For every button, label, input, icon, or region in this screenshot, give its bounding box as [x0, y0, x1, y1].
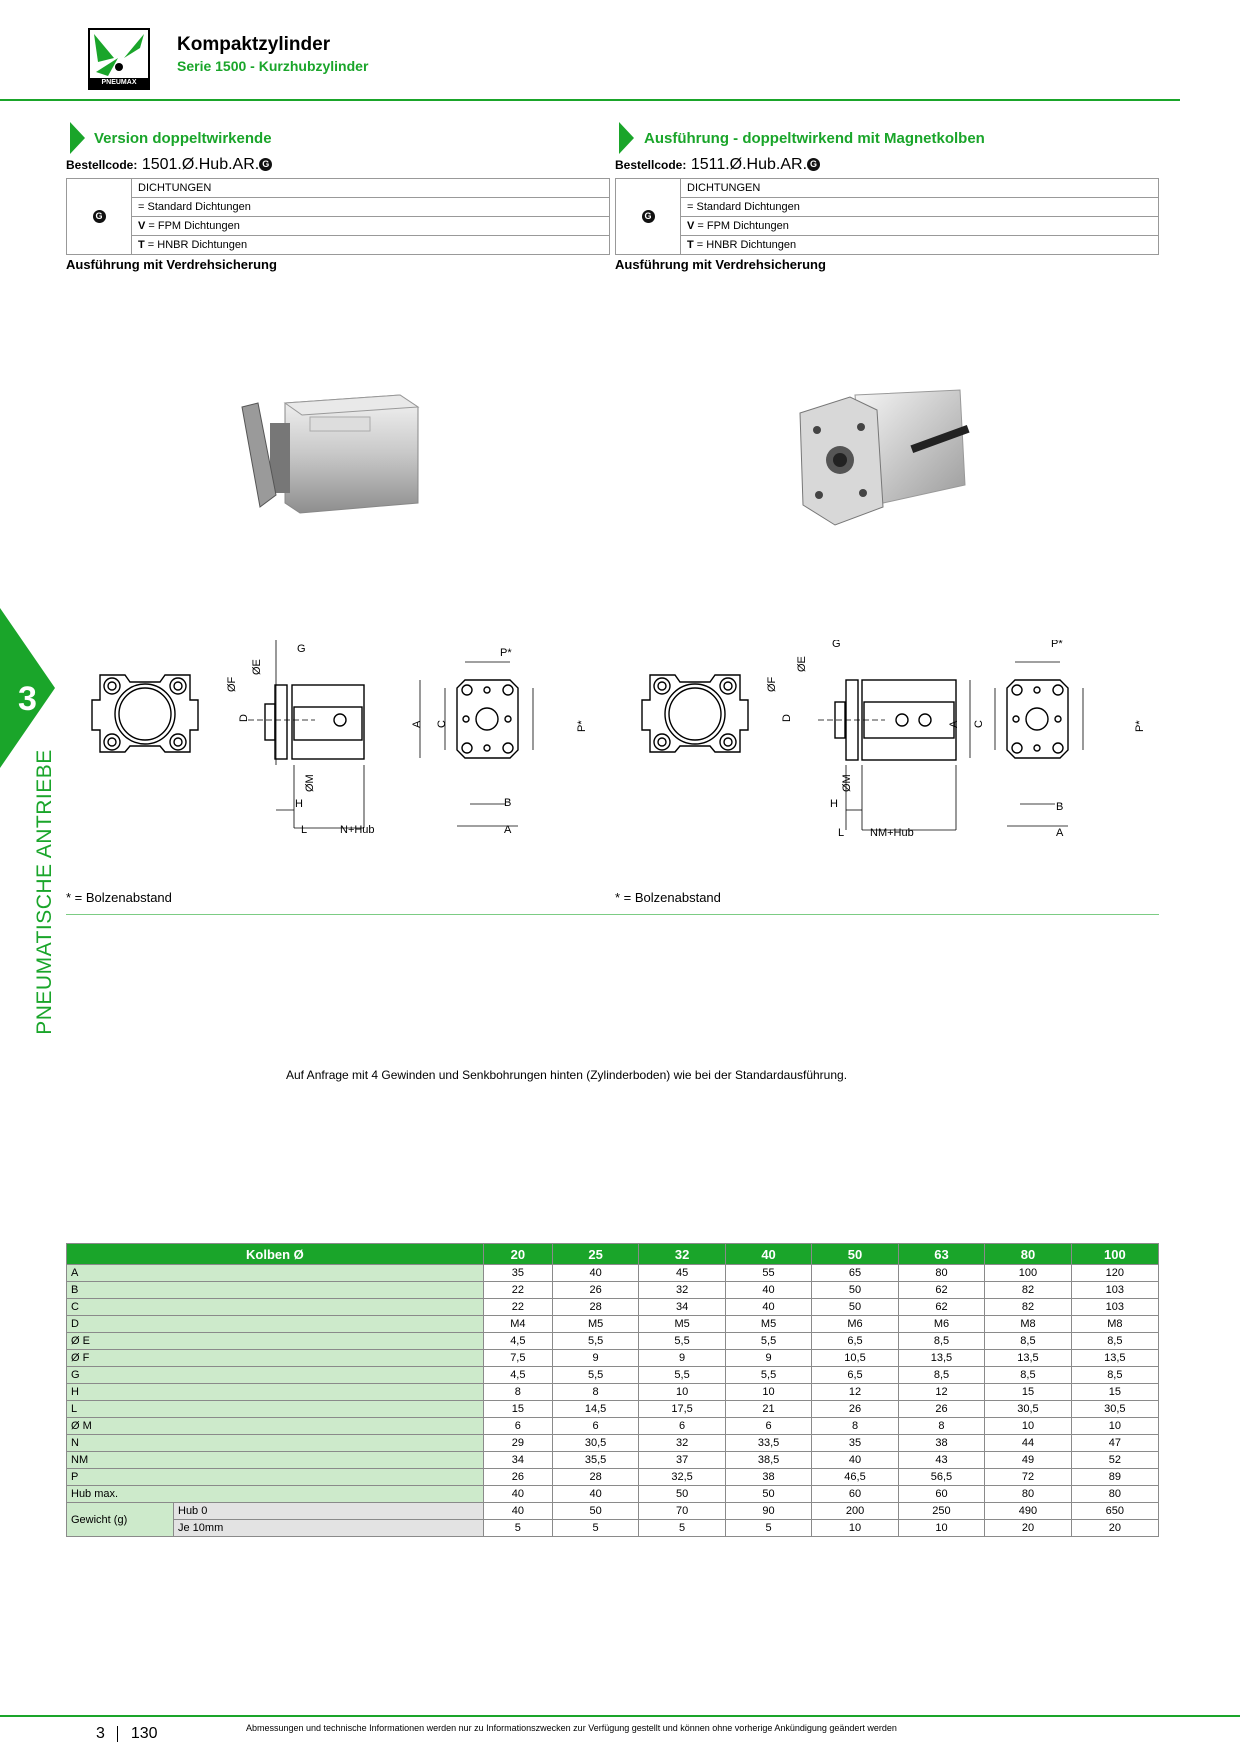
note-left: Ausführung mit Verdrehsicherung	[66, 257, 277, 272]
table-cell: 47	[1071, 1435, 1158, 1452]
table-cell: 80	[1071, 1486, 1158, 1503]
row-label: D	[67, 1316, 484, 1333]
table-cell: 45	[639, 1265, 725, 1282]
table-cell: 40	[725, 1299, 811, 1316]
table-cell: 40	[725, 1282, 811, 1299]
note-right: Ausführung mit Verdrehsicherung	[615, 257, 826, 272]
table-cell: 44	[985, 1435, 1071, 1452]
dim-label-of: ØF	[226, 676, 238, 692]
product-photo-right	[795, 385, 975, 535]
table-cell: 8,5	[898, 1367, 984, 1384]
header-divider	[0, 99, 1180, 101]
table-cell: 26	[552, 1282, 638, 1299]
dim-label-l: L	[301, 824, 308, 836]
table-cell: 8	[552, 1384, 638, 1401]
table-cell: 26	[812, 1401, 898, 1418]
table-cell: 50	[725, 1486, 811, 1503]
table-cell: 40	[812, 1452, 898, 1469]
table-cell: 56,5	[898, 1469, 984, 1486]
dim-label-om: ØM	[304, 774, 316, 792]
table-cell: 10	[898, 1520, 984, 1537]
table-cell: 33,5	[725, 1435, 811, 1452]
page-chapter: 3	[96, 1725, 105, 1742]
row-label: Ø E	[67, 1333, 484, 1350]
table-row	[67, 1418, 1159, 1435]
table-cell: M5	[639, 1316, 725, 1333]
table-cell: 7,5	[483, 1350, 552, 1367]
dim-label-g: G	[297, 643, 306, 655]
dim-label-l: L	[838, 827, 845, 839]
technical-drawing-left	[70, 640, 610, 840]
dim-label-n-hub: N+Hub	[340, 824, 375, 836]
table-cell: 12	[898, 1384, 984, 1401]
row-label: C	[67, 1299, 484, 1316]
chapter-number: 3	[18, 680, 37, 718]
table-cell: 55	[725, 1265, 811, 1282]
table-cell: 28	[552, 1469, 638, 1486]
table-cell: 72	[985, 1469, 1071, 1486]
table-cell: 62	[898, 1282, 984, 1299]
chapter-title: PNEUMATISCHE ANTRIEBE	[33, 749, 56, 1035]
table-cell: 250	[898, 1503, 984, 1520]
row-label: L	[67, 1401, 484, 1418]
table-cell: 6	[552, 1418, 638, 1435]
order-label: Bestellcode:	[615, 158, 687, 172]
row-label: Ø M	[67, 1418, 484, 1435]
table-cell: 29	[483, 1435, 552, 1452]
table-cell: 14,5	[552, 1401, 638, 1418]
table-cell: M8	[985, 1316, 1071, 1333]
column-header: 20	[483, 1244, 552, 1265]
dim-label-oe: ØE	[796, 656, 808, 672]
dimensions-table	[66, 1243, 1159, 1537]
page-subtitle: Serie 1500 - Kurzhubzylinder	[177, 58, 369, 74]
table-row	[67, 1435, 1159, 1452]
header-piston-diameter: Kolben Ø	[67, 1244, 484, 1265]
column-header: 63	[898, 1244, 984, 1265]
table-cell: 80	[898, 1265, 984, 1282]
dim-label-om: ØM	[841, 774, 853, 792]
table-cell: 34	[639, 1299, 725, 1316]
table-cell: M6	[898, 1316, 984, 1333]
table-cell: 9	[552, 1350, 638, 1367]
table-cell: 21	[725, 1401, 811, 1418]
table-cell: 17,5	[639, 1401, 725, 1418]
seal-code-badge: G	[807, 158, 820, 171]
table-cell: 6	[639, 1418, 725, 1435]
section-title-left: Version doppeltwirkende	[94, 130, 272, 147]
seal-row: T = HNBR Dichtungen	[681, 236, 1159, 255]
table-cell: 8	[898, 1418, 984, 1435]
section-title-right: Ausführung - doppeltwirkend mit Magnetkolben	[644, 130, 985, 147]
table-row	[67, 1350, 1159, 1367]
dim-label-p-side: P*	[576, 720, 588, 732]
table-row	[67, 1333, 1159, 1350]
order-code-left	[66, 156, 272, 174]
table-cell: 10	[639, 1384, 725, 1401]
table-cell: 9	[725, 1350, 811, 1367]
table-cell: 200	[812, 1503, 898, 1520]
footnote-left: * = Bolzenabstand	[66, 890, 172, 905]
weight-sub-label: Hub 0	[174, 1503, 484, 1520]
table-cell: 15	[985, 1384, 1071, 1401]
table-cell: 4,5	[483, 1367, 552, 1384]
row-label: N	[67, 1435, 484, 1452]
table-cell: 40	[552, 1265, 638, 1282]
table-cell: 5,5	[552, 1333, 638, 1350]
table-cell: 32	[639, 1282, 725, 1299]
table-cell: 35	[812, 1435, 898, 1452]
dim-label-a: A	[948, 720, 960, 728]
seal-row: = Standard Dichtungen	[132, 198, 610, 217]
seal-row: V = FPM Dichtungen	[681, 217, 1159, 236]
dim-label-nm-hub: NM+Hub	[870, 827, 914, 839]
section-divider	[66, 914, 1159, 915]
table-row	[67, 1469, 1159, 1486]
table-cell: 5	[725, 1520, 811, 1537]
table-cell: 35,5	[552, 1452, 638, 1469]
table-cell: 90	[725, 1503, 811, 1520]
seal-header: DICHTUNGEN	[681, 179, 1159, 198]
column-header: 80	[985, 1244, 1071, 1265]
table-cell: 8	[812, 1418, 898, 1435]
row-label: A	[67, 1265, 484, 1282]
seal-code-badge: G	[642, 210, 655, 223]
table-cell: 37	[639, 1452, 725, 1469]
dim-label-p: P*	[500, 647, 512, 659]
dim-label-h: H	[830, 798, 838, 810]
dim-label-b: B	[504, 797, 512, 809]
table-cell: 490	[985, 1503, 1071, 1520]
table-cell: 43	[898, 1452, 984, 1469]
table-cell: 8,5	[985, 1367, 1071, 1384]
dim-label-h: H	[295, 798, 303, 810]
table-cell: 30,5	[552, 1435, 638, 1452]
page-title: Kompaktzylinder	[177, 34, 331, 55]
table-cell: 5,5	[725, 1333, 811, 1350]
seal-row: V = FPM Dichtungen	[132, 217, 610, 236]
table-cell: 5	[483, 1520, 552, 1537]
table-cell: 8,5	[898, 1333, 984, 1350]
table-cell: 8,5	[985, 1333, 1071, 1350]
table-cell: 15	[1071, 1384, 1158, 1401]
table-row	[67, 1265, 1159, 1282]
table-cell: 650	[1071, 1503, 1158, 1520]
table-cell: 30,5	[1071, 1401, 1158, 1418]
section-arrow-icon	[619, 122, 634, 154]
weight-sub-label: Je 10mm	[174, 1520, 484, 1537]
table-cell: 62	[898, 1299, 984, 1316]
table-cell: 12	[812, 1384, 898, 1401]
table-cell: 13,5	[985, 1350, 1071, 1367]
table-cell: 50	[812, 1299, 898, 1316]
table-cell: 20	[1071, 1520, 1158, 1537]
table-cell: 5,5	[639, 1333, 725, 1350]
table-cell: 32	[639, 1435, 725, 1452]
table-row	[67, 1384, 1159, 1401]
table-cell: 8,5	[1071, 1367, 1158, 1384]
column-header: 40	[725, 1244, 811, 1265]
row-label: G	[67, 1367, 484, 1384]
table-cell: 50	[639, 1486, 725, 1503]
row-label: NM	[67, 1452, 484, 1469]
remark-text: Auf Anfrage mit 4 Gewinden und Senkbohrungen hinten (Zylinderboden) wie bei der Standardausführung.	[286, 1068, 848, 1082]
seal-row: T = HNBR Dichtungen	[132, 236, 610, 255]
table-cell: 8	[483, 1384, 552, 1401]
dim-label-d: D	[781, 714, 793, 722]
table-cell: 52	[1071, 1452, 1158, 1469]
table-cell: 5,5	[725, 1367, 811, 1384]
table-cell: 40	[552, 1486, 638, 1503]
table-cell: 60	[812, 1486, 898, 1503]
table-cell: 9	[639, 1350, 725, 1367]
dim-label-p-side: P*	[1134, 720, 1146, 732]
footnote-right: * = Bolzenabstand	[615, 890, 721, 905]
table-cell: 82	[985, 1299, 1071, 1316]
table-cell: 50	[812, 1282, 898, 1299]
dim-label-d: D	[238, 714, 250, 722]
table-cell: 46,5	[812, 1469, 898, 1486]
order-code: 1501.Ø.Hub.AR.	[141, 156, 260, 173]
column-header: 32	[639, 1244, 725, 1265]
column-header: 50	[812, 1244, 898, 1265]
table-cell: 13,5	[898, 1350, 984, 1367]
table-cell: 35	[483, 1265, 552, 1282]
table-cell: 65	[812, 1265, 898, 1282]
table-cell: 13,5	[1071, 1350, 1158, 1367]
dim-label-a-bottom: A	[504, 824, 512, 836]
product-photo-left	[240, 385, 430, 525]
table-cell: 15	[483, 1401, 552, 1418]
seal-row: = Standard Dichtungen	[681, 198, 1159, 217]
table-cell: 26	[483, 1469, 552, 1486]
logo-text: PNEUMAX	[101, 79, 137, 86]
column-header: 25	[552, 1244, 638, 1265]
table-cell: 10,5	[812, 1350, 898, 1367]
table-cell: 22	[483, 1282, 552, 1299]
dim-label-c: C	[436, 720, 448, 728]
table-cell: 50	[552, 1503, 638, 1520]
row-label: Hub max.	[67, 1486, 484, 1503]
dim-label-a-bottom: A	[1056, 827, 1064, 839]
order-code-right	[615, 156, 820, 174]
table-cell: 5,5	[639, 1367, 725, 1384]
table-cell: M4	[483, 1316, 552, 1333]
table-cell: 10	[725, 1384, 811, 1401]
weight-row	[67, 1520, 1159, 1537]
dim-label-b: B	[1056, 801, 1064, 813]
table-cell: 5	[639, 1520, 725, 1537]
table-cell: 38,5	[725, 1452, 811, 1469]
table-row	[67, 1316, 1159, 1333]
table-cell: 38	[898, 1435, 984, 1452]
seal-header: DICHTUNGEN	[132, 179, 610, 198]
seal-code-badge: G	[93, 210, 106, 223]
table-cell: 89	[1071, 1469, 1158, 1486]
table-cell: 80	[985, 1486, 1071, 1503]
table-row	[67, 1486, 1159, 1503]
row-label: P	[67, 1469, 484, 1486]
dim-label-c: C	[973, 720, 985, 728]
table-row	[67, 1282, 1159, 1299]
table-cell: 34	[483, 1452, 552, 1469]
table-cell: M8	[1071, 1316, 1158, 1333]
row-label: Ø F	[67, 1350, 484, 1367]
footer-disclaimer: Abmessungen und technische Informationen werden nur zu Informationszwecken zur Verfügung gestellt und können ohne vorherige Ankündigung geändert werden	[246, 1723, 897, 1733]
dim-label-of: ØF	[766, 676, 778, 692]
table-cell: 30,5	[985, 1401, 1071, 1418]
technical-drawing-right	[620, 640, 1160, 840]
table-cell: 38	[725, 1469, 811, 1486]
section-arrow-icon	[70, 122, 85, 154]
table-cell: M6	[812, 1316, 898, 1333]
column-header: 100	[1071, 1244, 1158, 1265]
pneumax-logo	[88, 28, 150, 90]
weight-row	[67, 1503, 1159, 1520]
table-row	[67, 1401, 1159, 1418]
weight-label: Gewicht (g)	[67, 1503, 174, 1537]
table-cell: 32,5	[639, 1469, 725, 1486]
page-number	[96, 1725, 158, 1743]
table-cell: 60	[898, 1486, 984, 1503]
table-cell: 28	[552, 1299, 638, 1316]
table-row	[67, 1452, 1159, 1469]
table-cell: 10	[1071, 1418, 1158, 1435]
table-cell: 26	[898, 1401, 984, 1418]
table-cell: 40	[483, 1486, 552, 1503]
table-cell: M5	[725, 1316, 811, 1333]
footer-divider	[0, 1715, 1240, 1717]
table-cell: 6	[483, 1418, 552, 1435]
table-header-row	[67, 1244, 1159, 1265]
table-cell: 82	[985, 1282, 1071, 1299]
table-cell: 5,5	[552, 1367, 638, 1384]
table-cell: 6,5	[812, 1333, 898, 1350]
table-cell: 70	[639, 1503, 725, 1520]
table-cell: 8,5	[1071, 1333, 1158, 1350]
order-label: Bestellcode:	[66, 158, 138, 172]
page-number-value: 130	[130, 1725, 158, 1742]
dim-label-a: A	[411, 720, 423, 728]
table-cell: 6,5	[812, 1367, 898, 1384]
page-separator	[117, 1726, 118, 1742]
table-cell: 20	[985, 1520, 1071, 1537]
table-cell: 103	[1071, 1299, 1158, 1316]
table-cell: 103	[1071, 1282, 1158, 1299]
table-cell: 10	[812, 1520, 898, 1537]
table-cell: 40	[483, 1503, 552, 1520]
table-cell: 6	[725, 1418, 811, 1435]
seal-table-left	[66, 178, 610, 255]
seal-table-right	[615, 178, 1159, 255]
table-cell: 5	[552, 1520, 638, 1537]
row-label: H	[67, 1384, 484, 1401]
table-cell: M5	[552, 1316, 638, 1333]
table-cell: 22	[483, 1299, 552, 1316]
dim-label-oe: ØE	[251, 659, 263, 675]
table-cell: 100	[985, 1265, 1071, 1282]
seal-code-badge: G	[259, 158, 272, 171]
dim-label-g: G	[832, 640, 841, 650]
table-cell: 120	[1071, 1265, 1158, 1282]
table-row	[67, 1299, 1159, 1316]
table-cell: 49	[985, 1452, 1071, 1469]
order-code: 1511.Ø.Hub.AR.	[690, 156, 808, 173]
dim-label-p: P*	[1051, 640, 1063, 650]
table-cell: 4,5	[483, 1333, 552, 1350]
table-cell: 10	[985, 1418, 1071, 1435]
row-label: B	[67, 1282, 484, 1299]
table-row	[67, 1367, 1159, 1384]
